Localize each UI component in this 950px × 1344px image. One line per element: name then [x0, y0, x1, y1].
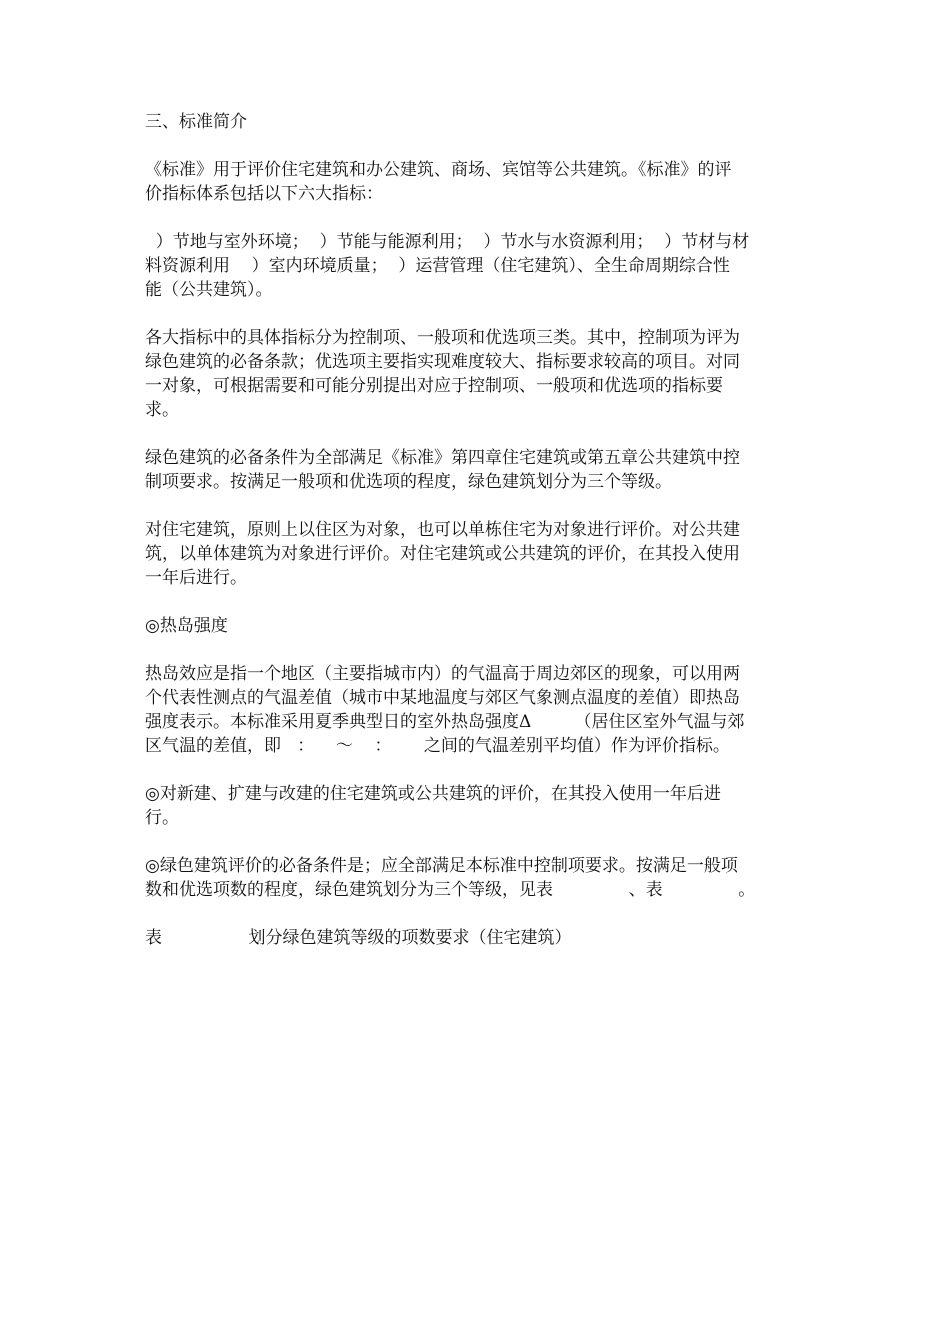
- paragraph-8: [145, 854, 815, 902]
- paragraph-6: [145, 662, 815, 758]
- paragraph-line: 制项要求。按满足一般项和优选项的程度，绿色建筑划分为三个等级。: [145, 472, 672, 492]
- paragraph-line: 筑，以单体建筑为对象进行评价。对住宅建筑或公共建筑的评价，在其投入使用: [145, 544, 740, 564]
- paragraph-line: ）节地与室外环境； ）节能与能源利用； ）节水与水资源利用； ）节材与材: [145, 232, 750, 252]
- paragraph-line: 一年后进行。: [145, 568, 247, 588]
- paragraph-4: [145, 446, 815, 494]
- paragraph-2: [145, 230, 815, 302]
- paragraph-line: 个代表性测点的气温差值（城市中某地温度与郊区气象测点温度的差值）即热岛: [145, 688, 740, 708]
- paragraph-line: 绿色建筑的必备条款；优选项主要指实现难度较大、指标要求较高的项目。对同: [145, 352, 740, 372]
- paragraph-line: 求。: [145, 400, 179, 420]
- section-heading: 三、标准简介: [145, 112, 247, 132]
- paragraph-line: 行。: [145, 808, 179, 828]
- paragraph-line: ◎对新建、扩建与改建的住宅建筑或公共建筑的评价，在其投入使用一年后进: [145, 784, 721, 804]
- paragraph-line: 各大指标中的具体指标分为控制项、一般项和优选项三类。其中，控制项为评为: [145, 328, 740, 348]
- paragraph-line: ◎绿色建筑评价的必备条件是；应全部满足本标准中控制项要求。按满足一般项: [145, 856, 738, 876]
- paragraph-line: 价指标体系包括以下六大指标：: [145, 184, 383, 204]
- paragraph-7: [145, 782, 815, 830]
- paragraph-line: 数和优选项数的程度，绿色建筑划分为三个等级，见表 、表 。: [145, 880, 756, 900]
- paragraph-line: 一对象，可根据需要和可能分别提出对应于控制项、一般项和优选项的指标要: [145, 376, 723, 396]
- paragraph-line: 能（公共建筑）。: [145, 280, 273, 300]
- paragraph-3: [145, 326, 815, 422]
- paragraph-1: [145, 158, 815, 206]
- heat-island-heading: ◎热岛强度: [145, 616, 228, 636]
- paragraph-line: 强度表示。本标准采用夏季典型日的室外热岛强度Δ （居住区室外气温与郊: [145, 712, 745, 732]
- paragraph-line: 《标准》用于评价住宅建筑和办公建筑、商场、宾馆等公共建筑。《标准》的评: [145, 160, 732, 180]
- paragraph-line: 绿色建筑的必备条件为全部满足《标准》第四章住宅建筑或第五章公共建筑中控: [145, 448, 740, 468]
- table-caption: 表 划分绿色建筑等级的项数要求（住宅建筑）: [145, 928, 572, 948]
- paragraph-line: 对住宅建筑，原则上以住区为对象，也可以单栋住宅为对象进行评价。对公共建: [145, 520, 740, 540]
- document-page: [145, 110, 815, 950]
- paragraph-line: 热岛效应是指一个地区（主要指城市内）的气温高于周边郊区的现象，可以用两: [145, 664, 740, 684]
- paragraph-line: 区气温的差值，即 ： ～ ： 之间的气温差别平均值）作为评价指标。: [145, 736, 730, 756]
- paragraph-line: 料资源利用 ）室内环境质量； ）运营管理（住宅建筑）、全生命周期综合性: [145, 256, 730, 276]
- paragraph-5: [145, 518, 815, 590]
